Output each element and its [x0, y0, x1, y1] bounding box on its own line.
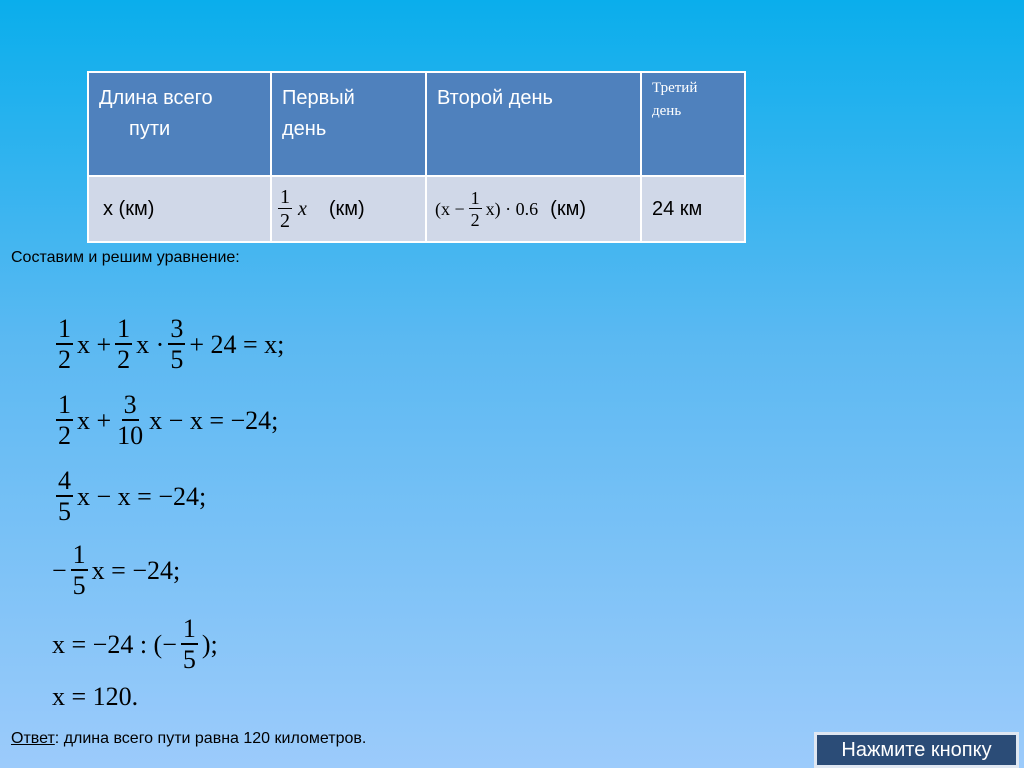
fraction: $\frac{1}{2}$ — [280, 186, 290, 232]
expr-open: (x − — [435, 198, 465, 219]
header-text: пути — [129, 118, 171, 140]
expr-close: x) · 0.6 — [485, 198, 539, 219]
fraction: $\frac{1}{2}$ — [58, 390, 71, 450]
cell-third-day — [641, 176, 745, 242]
fraction: $\frac{1}{2}$ — [117, 314, 131, 374]
equation-2 — [52, 392, 278, 449]
header-text: Третий — [652, 80, 698, 96]
eq-text: ); — [201, 629, 218, 659]
fraction: $\frac{1}{5}$ — [72, 540, 86, 600]
variable: x — [298, 197, 307, 220]
eq-text: x + — [77, 405, 112, 435]
fraction: $\frac{4}{5}$ — [58, 466, 71, 526]
cell-total-length — [88, 176, 271, 242]
answer-label: Ответ — [11, 730, 55, 747]
unit: (км) — [550, 197, 586, 220]
cell-second-day — [426, 176, 641, 242]
cell-text: 24 км — [652, 197, 703, 220]
header-total-length — [88, 72, 271, 176]
eq-text: x − x = −24; — [77, 481, 207, 511]
eq-text: x · — [136, 329, 165, 359]
header-second-day — [426, 72, 641, 176]
header-text: Длина всего — [99, 87, 213, 109]
equation-5 — [52, 616, 218, 673]
fraction: $\frac{1}{2}$ — [470, 188, 480, 230]
eq-text: x + — [77, 329, 112, 359]
header-text: Второй день — [437, 87, 553, 109]
equation-3 — [52, 468, 206, 525]
header-third-day — [641, 72, 745, 176]
header-text: Первый — [282, 87, 355, 109]
header-text: день — [652, 103, 682, 119]
fraction: $\frac{3}{10}$ — [117, 390, 144, 450]
header-first-day — [271, 72, 426, 176]
data-table — [87, 71, 746, 243]
fraction: $\frac{1}{2}$ — [58, 314, 71, 374]
equation-4 — [52, 542, 180, 599]
cell-text: x (км) — [103, 197, 155, 220]
equation-6 — [52, 682, 138, 712]
eq-text: x = −24 : (− — [52, 629, 177, 659]
press-button[interactable]: Нажмите кнопку — [814, 732, 1019, 768]
eq-text: − — [52, 555, 67, 585]
eq-text: x = −24; — [91, 555, 181, 585]
answer-line — [11, 730, 366, 748]
fraction: $\frac{3}{5}$ — [170, 314, 184, 374]
eq-text: x = 120. — [52, 682, 139, 711]
header-text: день — [282, 118, 327, 140]
intro-text: Составим и решим уравнение: — [11, 249, 240, 266]
unit: (км) — [328, 197, 365, 220]
equation-1 — [52, 316, 284, 373]
answer-text: : длина всего пути равна 120 километров. — [54, 730, 367, 747]
eq-text: + 24 = x; — [189, 329, 285, 359]
fraction: $\frac{1}{5}$ — [182, 614, 196, 674]
cell-first-day — [271, 176, 426, 242]
eq-text: x − x = −24; — [149, 405, 279, 435]
